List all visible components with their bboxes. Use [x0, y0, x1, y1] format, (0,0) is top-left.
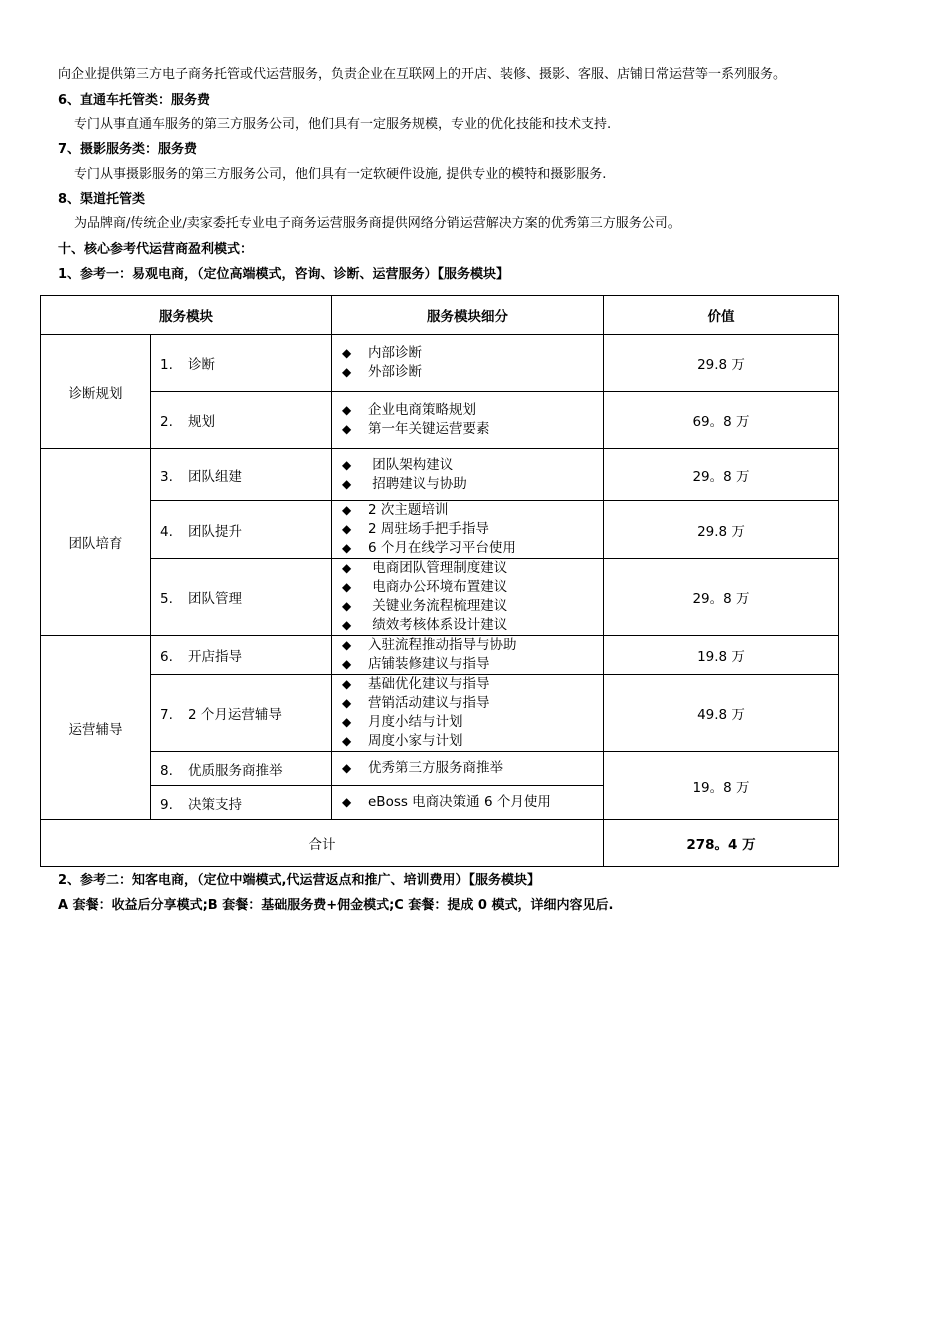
detail-item: [342, 456, 603, 475]
detail-item: [342, 597, 603, 616]
detail-text: 入驻流程推动指导与协助: [368, 637, 517, 653]
submodule-number: 2.: [160, 414, 173, 430]
value-cell: 29.8 万: [604, 501, 839, 559]
diamond-bullet-icon: ◆: [342, 522, 352, 536]
detail-cell: [332, 752, 604, 786]
intro-line: 8、渠道托管类: [58, 192, 146, 207]
header-value: 价值: [604, 296, 839, 335]
detail-item: [342, 559, 603, 578]
intro-line: 专门从事直通车服务的第三方服务公司，他们具有一定服务规模，专业的优化技能和技术支持.: [74, 117, 612, 132]
table-row: [41, 752, 839, 786]
submodule-name: 团队提升: [188, 523, 242, 540]
detail-item: [342, 616, 603, 635]
detail-item: [342, 759, 603, 778]
detail-item: [342, 420, 603, 439]
value-cell: 29.8 万: [604, 335, 839, 392]
detail-text: 2 周驻场手把手指导: [368, 521, 489, 537]
reference-line: 2、参考二：知客电商，（定位中端模式,代运营返点和推广、培训费用）【服务模块】: [58, 873, 540, 888]
category-cell: 团队培育: [41, 449, 151, 636]
detail-item: [342, 675, 603, 694]
detail-text: 店铺装修建议与指导: [368, 656, 490, 672]
detail-item: [342, 694, 603, 713]
submodule-number: 3.: [160, 468, 173, 485]
detail-item: [342, 344, 603, 363]
diamond-bullet-icon: ◆: [342, 734, 352, 748]
detail-cell: [332, 501, 604, 559]
detail-item: [342, 636, 603, 655]
submodule-name: 决策支持: [188, 796, 242, 813]
diamond-bullet-icon: ◆: [342, 795, 352, 809]
detail-cell: [332, 449, 604, 501]
detail-text: 营销活动建议与指导: [368, 695, 490, 711]
submodule-number: 8.: [160, 762, 173, 779]
intro-line: 7、摄影服务类：服务费: [58, 142, 198, 157]
detail-cell: [332, 636, 604, 675]
table-row: [41, 449, 839, 501]
intro-line: 十、核心参考代运营商盈利模式：: [58, 242, 254, 257]
intro-line: 为品牌商/传统企业/卖家委托专业电子商务运营服务商提供网络分销运营解决方案的优秀第三方服务公司。: [74, 216, 681, 231]
detail-text: 6 个月在线学习平台使用: [368, 540, 516, 556]
diamond-bullet-icon: ◆: [342, 457, 352, 472]
detail-cell: [332, 786, 604, 820]
submodule-number: 4.: [160, 523, 173, 540]
submodule-number: 5.: [160, 591, 173, 607]
detail-text: 内部诊断: [368, 345, 422, 361]
submodule-name: 规划: [188, 414, 215, 430]
detail-text: 基础优化建议与指导: [368, 676, 490, 692]
diamond-bullet-icon: ◆: [342, 365, 352, 379]
detail-text: eBoss 电商决策通 6 个月使用: [368, 794, 551, 810]
category-cell: 诊断规划: [41, 335, 151, 449]
diamond-bullet-icon: ◆: [342, 541, 352, 555]
header-module: 服务模块: [41, 296, 332, 335]
total-row: [41, 820, 839, 867]
detail-text: 电商办公环境布置建议: [368, 579, 508, 595]
submodule-cell: [151, 449, 332, 501]
table-body: [41, 335, 839, 820]
value-cell: 19.8 万: [604, 636, 839, 675]
diamond-bullet-icon: ◆: [342, 503, 352, 517]
intro-line: 向企业提供第三方电子商务托管或代运营服务，负责企业在互联网上的开店、装修、摄影、客服、店铺日常运营等一系列服务。: [58, 67, 787, 82]
diamond-bullet-icon: ◆: [342, 561, 352, 575]
table-row: [41, 392, 839, 449]
submodule-name: 团队组建: [188, 468, 242, 485]
detail-item: [342, 578, 603, 597]
submodule-name: 2 个月运营辅导: [188, 707, 282, 723]
submodule-number: 9.: [160, 796, 173, 813]
submodule-cell: [151, 335, 332, 392]
category-cell: 运营辅导: [41, 636, 151, 820]
detail-text: 电商团队管理制度建议: [368, 560, 508, 576]
detail-text: 优秀第三方服务商推举: [368, 760, 503, 776]
diamond-bullet-icon: ◆: [342, 476, 352, 491]
detail-text: 2 次主题培训: [368, 502, 449, 518]
diamond-bullet-icon: ◆: [342, 677, 352, 691]
detail-text: 绩效考核体系设计建议: [368, 617, 508, 633]
value-cell: 29。8 万: [604, 559, 839, 636]
submodule-cell: [151, 786, 332, 820]
submodule-name: 优质服务商推举: [188, 762, 283, 779]
table-header-row: [41, 296, 839, 335]
submodule-number: 6.: [160, 649, 173, 665]
submodule-name: 诊断: [188, 357, 215, 373]
detail-text: 关键业务流程梳理建议: [368, 598, 508, 614]
submodule-cell: [151, 636, 332, 675]
detail-text: 企业电商策略规划: [368, 402, 476, 418]
table-row: [41, 335, 839, 392]
detail-text: 第一年关键运营要素: [368, 421, 490, 437]
diamond-bullet-icon: ◆: [342, 696, 352, 710]
diamond-bullet-icon: ◆: [342, 599, 352, 613]
detail-item: [342, 520, 603, 539]
total-value: 278。4 万: [604, 820, 839, 867]
diamond-bullet-icon: ◆: [342, 715, 352, 729]
value-cell: 49.8 万: [604, 675, 839, 752]
intro-line: 专门从事摄影服务的第三方服务公司，他们具有一定软硬件设施, 提供专业的模特和摄影服务.: [74, 167, 607, 182]
detail-text: 周度小家与计划: [368, 733, 463, 749]
detail-cell: [332, 559, 604, 636]
diamond-bullet-icon: ◆: [342, 346, 352, 360]
detail-text: 团队架构建议: [368, 456, 454, 473]
detail-item: [342, 732, 603, 751]
submodule-cell: [151, 501, 332, 559]
detail-text: 招聘建议与协助: [368, 475, 467, 492]
detail-text: 外部诊断: [368, 364, 422, 380]
diamond-bullet-icon: ◆: [342, 618, 352, 632]
detail-item: [342, 539, 603, 558]
diamond-bullet-icon: ◆: [342, 422, 352, 436]
submodule-name: 开店指导: [188, 649, 242, 665]
submodule-cell: [151, 392, 332, 449]
service-module-table: [40, 295, 839, 867]
detail-cell: [332, 675, 604, 752]
detail-cell: [332, 392, 604, 449]
table-row: [41, 675, 839, 752]
detail-item: [342, 363, 603, 382]
submodule-cell: [151, 752, 332, 786]
detail-item: [342, 501, 603, 520]
reference-line: A 套餐：收益后分享模式;B 套餐：基础服务费+佣金模式;C 套餐：提成 0 模式，详细内容见后.: [58, 898, 614, 913]
diamond-bullet-icon: ◆: [342, 403, 352, 417]
intro-line: 6、直通车托管类：服务费: [58, 93, 211, 108]
detail-item: [342, 793, 603, 812]
submodule-number: 1.: [160, 357, 173, 373]
diamond-bullet-icon: ◆: [342, 580, 352, 594]
detail-item: [342, 401, 603, 420]
value-cell: 29。8 万: [604, 449, 839, 501]
value-cell: 19。8 万: [604, 752, 839, 820]
detail-text: 月度小结与计划: [368, 714, 463, 730]
detail-item: [342, 713, 603, 732]
detail-item: [342, 655, 603, 674]
table-row: [41, 636, 839, 675]
diamond-bullet-icon: ◆: [342, 761, 352, 775]
value-cell: 69。8 万: [604, 392, 839, 449]
header-detail: 服务模块细分: [332, 296, 604, 335]
submodule-number: 7.: [160, 707, 173, 723]
detail-item: [342, 475, 603, 494]
submodule-cell: [151, 675, 332, 752]
diamond-bullet-icon: ◆: [342, 657, 352, 671]
total-label: 合计: [41, 820, 604, 867]
table-row: [41, 559, 839, 636]
diamond-bullet-icon: ◆: [342, 638, 352, 652]
detail-cell: [332, 335, 604, 392]
submodule-name: 团队管理: [188, 591, 242, 607]
submodule-cell: [151, 559, 332, 636]
intro-line: 1、参考一：易观电商，（定位高端模式，咨询、诊断、运营服务）【服务模块】: [58, 267, 510, 282]
table-row: [41, 501, 839, 559]
